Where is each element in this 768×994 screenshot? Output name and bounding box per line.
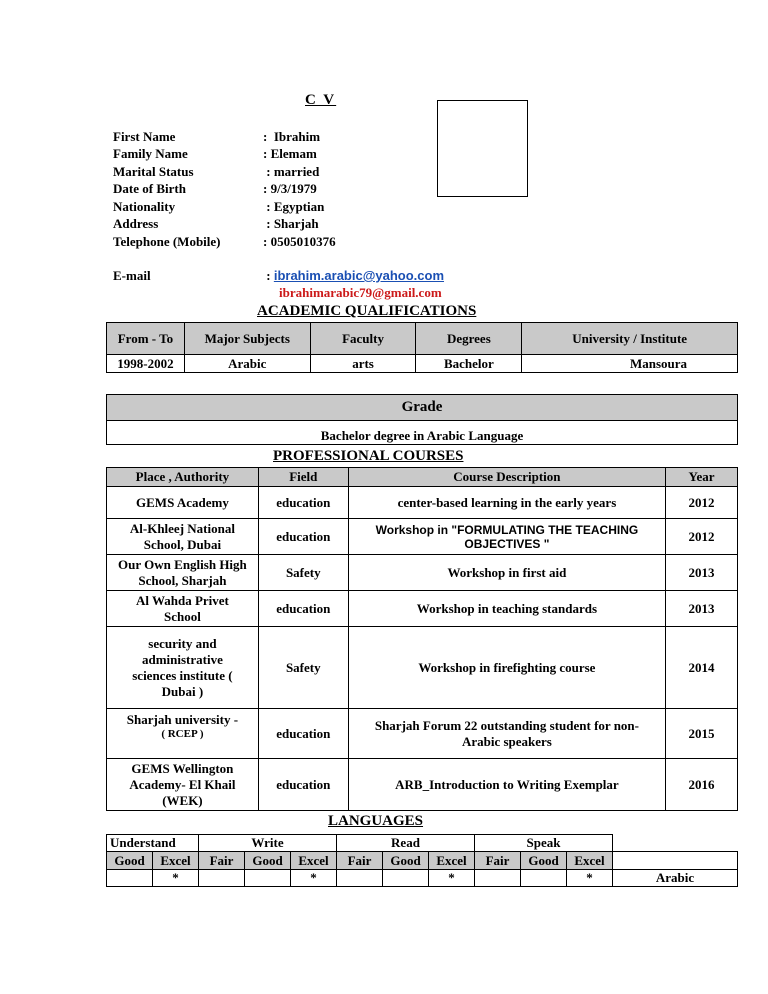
lang-mark (245, 870, 291, 887)
courses-header: Place , Authority (107, 468, 259, 487)
course-year: 2015 (666, 709, 738, 759)
lang-level: Good (107, 852, 153, 870)
lang-group-header: Understand (107, 835, 199, 852)
lang-level: Excel (153, 852, 199, 870)
personal-value: : Egyptian (263, 199, 325, 214)
course-desc: center-based learning in the early years (348, 487, 665, 519)
personal-value: : Sharjah (263, 216, 319, 231)
grade-table (106, 394, 738, 445)
cv-title: C V (305, 92, 337, 108)
course-desc: Sharjah Forum 22 outstanding student for non-Arabic speakers (348, 709, 665, 759)
personal-row (113, 146, 317, 162)
course-year: 2013 (666, 555, 738, 591)
course-field: education (258, 591, 348, 627)
course-desc: ARB_Introduction to Writing Exemplar (348, 759, 665, 811)
courses-header: Year (666, 468, 738, 487)
lang-mark: * (567, 870, 613, 887)
academic-header: University / Institute (522, 323, 738, 355)
academic-header: Major Subjects (184, 323, 310, 355)
course-place: Our Own English High School, Sharjah (107, 555, 259, 591)
email-colon: : (266, 268, 271, 283)
email-primary-link[interactable]: ibrahim.arabic@yahoo.com (273, 268, 445, 283)
grade-value: Bachelor degree in Arabic Language (107, 421, 738, 445)
lang-group-header: Speak (475, 835, 613, 852)
courses-header: Field (258, 468, 348, 487)
lang-level: Excel (429, 852, 475, 870)
lang-mark (199, 870, 245, 887)
course-field: education (258, 487, 348, 519)
course-year: 2012 (666, 519, 738, 555)
academic-header: From - To (107, 323, 185, 355)
course-place: Al-Khleej National School, Dubai (107, 519, 259, 555)
lang-level: Good (245, 852, 291, 870)
lang-mark: * (153, 870, 199, 887)
personal-label: Telephone (Mobile) (113, 234, 221, 249)
personal-label: Family Name (113, 146, 188, 161)
lang-level: Good (521, 852, 567, 870)
lang-group-header: Write (199, 835, 337, 852)
course-place: GEMS Academy (107, 487, 259, 519)
lang-mark (475, 870, 521, 887)
personal-label: Marital Status (113, 164, 194, 179)
academic-cell: Arabic (184, 355, 310, 373)
lang-group-header: Read (337, 835, 475, 852)
email-row (113, 268, 444, 284)
academic-cell: arts (310, 355, 416, 373)
course-place (107, 709, 259, 759)
academic-table (106, 322, 738, 373)
lang-level: Fair (199, 852, 245, 870)
academic-cell: 1998-2002 (107, 355, 185, 373)
courses-header: Course Description (348, 468, 665, 487)
lang-level: Excel (567, 852, 613, 870)
lang-level: Excel (291, 852, 337, 870)
lang-mark (107, 870, 153, 887)
course-field: education (258, 519, 348, 555)
lang-mark (521, 870, 567, 887)
lang-mark (337, 870, 383, 887)
course-field: Safety (258, 555, 348, 591)
course-field: Safety (258, 627, 348, 709)
lang-spacer (613, 835, 738, 852)
course-desc: Workshop in "FORMULATING THE TEACHING OBJECTIVES " (348, 519, 665, 555)
personal-value: : 0505010376 (263, 234, 336, 249)
course-desc: Workshop in teaching standards (348, 591, 665, 627)
lang-spacer (613, 852, 738, 870)
course-desc: Workshop in firefighting course (348, 627, 665, 709)
course-field: education (258, 709, 348, 759)
lang-level: Good (383, 852, 429, 870)
personal-row (113, 199, 324, 215)
lang-mark: * (429, 870, 475, 887)
photo-placeholder (437, 100, 528, 197)
personal-value: : Ibrahim (263, 129, 321, 144)
lang-name: Arabic (613, 870, 738, 887)
email-secondary[interactable]: ibrahimarabic79@gmail.com (279, 285, 442, 300)
personal-row (113, 164, 319, 180)
course-place-sub: ( RCEP ) (161, 728, 204, 740)
lang-level: Fair (475, 852, 521, 870)
personal-row (113, 129, 320, 145)
grade-header: Grade (107, 395, 738, 421)
course-desc: Workshop in first aid (348, 555, 665, 591)
academic-header: Degrees (416, 323, 522, 355)
personal-label: Date of Birth (113, 181, 186, 196)
academic-title: ACADEMIC QUALIFICATIONS (257, 303, 477, 319)
course-year: 2013 (666, 591, 738, 627)
personal-row (113, 181, 317, 197)
personal-label: First Name (113, 129, 176, 144)
languages-title: LANGUAGES (328, 813, 424, 829)
personal-value: : 9/3/1979 (263, 181, 317, 196)
courses-table (106, 467, 738, 811)
course-year: 2014 (666, 627, 738, 709)
academic-cell: Mansoura (522, 355, 738, 373)
personal-value: : married (263, 164, 320, 179)
course-field: education (258, 759, 348, 811)
lang-mark (383, 870, 429, 887)
personal-value: : Elemam (263, 146, 317, 161)
course-place: Al Wahda Privet School (107, 591, 259, 627)
academic-cell: Bachelor (416, 355, 522, 373)
academic-header: Faculty (310, 323, 416, 355)
course-place: security and administrative sciences institute ( Dubai ) (107, 627, 259, 709)
personal-row (113, 216, 319, 232)
lang-level: Fair (337, 852, 383, 870)
course-year: 2016 (666, 759, 738, 811)
personal-row (113, 234, 336, 250)
email-label: E-mail (113, 268, 151, 283)
course-place: GEMS Wellington Academy- El Khail (WEK) (107, 759, 259, 811)
courses-title: PROFESSIONAL COURSES (273, 448, 464, 464)
course-place-main: Sharjah university - (126, 712, 239, 727)
lang-mark: * (291, 870, 337, 887)
personal-label: Address (113, 216, 159, 231)
languages-table (106, 834, 738, 887)
personal-label: Nationality (113, 199, 176, 214)
course-year: 2012 (666, 487, 738, 519)
